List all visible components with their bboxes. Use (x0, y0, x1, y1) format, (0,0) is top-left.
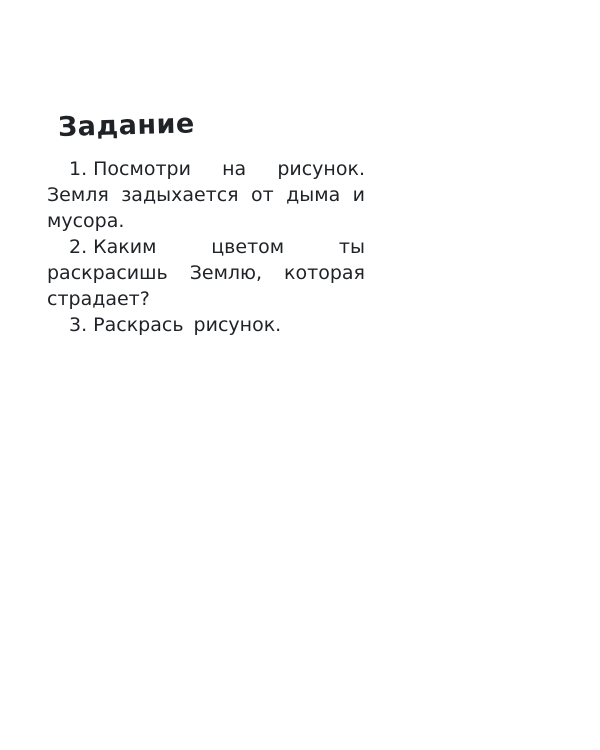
task-text-2: Каким цветом ты раскрасишь Землю, которая страдает? (47, 236, 365, 310)
task-text-1: Посмотри на рисунок. Земля задыхается от дыма и мусора. (47, 158, 365, 232)
task-list (47, 156, 365, 338)
task-item-2 (47, 234, 365, 312)
task-item-1 (47, 156, 365, 234)
task-number-2: 2. (69, 236, 88, 258)
task-number-1: 1. (69, 158, 88, 180)
task-item-3 (47, 312, 365, 338)
task-number-3: 3. (69, 314, 88, 336)
task-text-3: Раскрась рисунок. (93, 314, 282, 336)
task-heading: Задание (57, 108, 196, 143)
